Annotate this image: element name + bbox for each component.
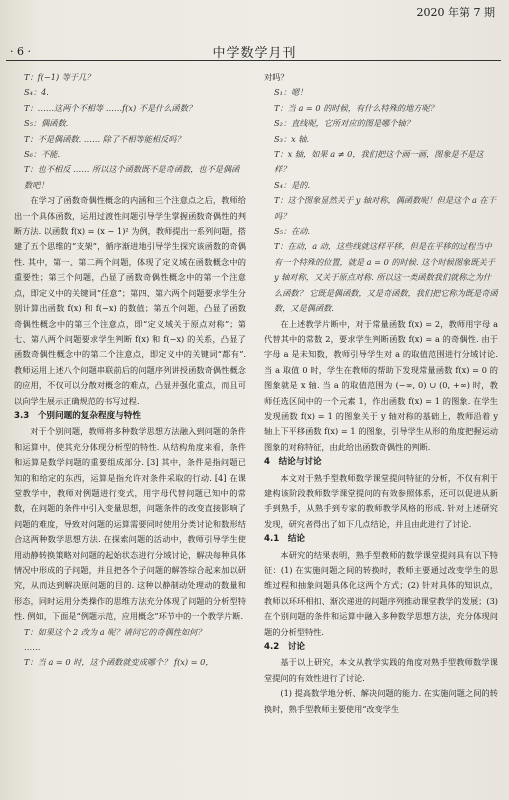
- body-paragraph: (1) 提高数学地分析、解决问题的能力. 在实施问题之间的转换时，熟手型教师主要使用“改变学生: [264, 688, 498, 714]
- dialogue-line: T：当 a = 0 的时候，有什么特殊的地方呢？: [274, 102, 438, 113]
- header-rule: [6, 60, 501, 61]
- dialogue-line: T：不是偶函数. …… 除了不相等能相反吗？: [24, 133, 185, 144]
- body-paragraph: 对于个别问题，教师将多种数学思想方法融入到问题的条件和运算中，使其充分体现分析型的特性. 从结构角度来看，条件和运算是数学问题的重要组成部分. [3] 其中，条件是指问题已知的和给定的东西，运算是指允许对条件采取的行动. [4] 在课堂教学中，教师对例题进行变式，用字母代替问题已知中的常数，在问题的条件中引入变量思想，问题条件的改变直接影响了问题的难度，导致对问题的运算需要同时使用分类讨论和数形结合这两种数学思想方法. 在探索问题的活动中，教师引导学生使用动静转换策略对问题的起始状态进行分域讨论，解决每种具体情况中形成的子问题，并且把各个子问题的解答综合起来加以研究，从而达到解决原问题的目的. 这种以静制动处理动的数量和形态，同时运用分类操作的思维方法充分体现了问题的分析型特性. 例如，下面是“例题示范，应用概念”环节中的一个教学片断.: [14, 426, 246, 622]
- body-paragraph: 在上述教学片断中，对于常量函数 f(x) = 2，教师用字母 a 代替其中的常数 2，要求学生判断函数 f(x) = a 的奇偶性. 由于字母 a 是未知数，教师引导学生对 a 的取值范围进行分域讨论. 当 a 取值 0 时，学生在教师的帮助下发现常量函数 f(x) = 0 的图象就是 x 轴. 当 a 的取值范围为 (−∞, 0) ∪ (0, +∞) 时，教师任选区间中的一个元素 1，作出函数 f(x) = 1 的图象. 在学生发现函数 f(x) = 1 的图象关于 y 轴对称的基础上，教师沿着 y 轴上下平移函数 f(x) = 1 的图象，引导学生从形的角度把握运动图象的对称特征，由此给出函数奇偶性的判断.: [264, 318, 498, 452]
- dialogue-line: S₁：嗯！: [274, 87, 308, 98]
- dialogue-line: ……: [24, 642, 41, 653]
- dialogue-line: T：x 轴，如果 a ≠ 0，我们把这个画一画，图象是不是这样？: [274, 149, 484, 175]
- dialogue-line: S₅：在动.: [274, 226, 311, 237]
- body-paragraph: 基于以上研究，本文从教学实践的角度对熟手型教师数学课堂提问的有效性进行了讨论.: [264, 657, 498, 683]
- dialogue-line: S₃：x 轴.: [274, 133, 310, 144]
- issue-label: 2020 年第 7 期: [416, 6, 495, 19]
- body-paragraph: 本研究的结果表明，熟手型教师的数学课堂提问具有以下特征：(1) 在实施问题之间的转换时，教师主要通过改变学生的思维过程和抽象问题具体化这两个方式；(2) 针对具体的知识点，教师以环环相扣、渐次递进的问题序列推动课堂教学的发展；(3) 在个别问题的条件和运算中融入多种数学思想方法，充分体现问题的分析型特性.: [264, 549, 498, 637]
- dialogue-line: S₄：4.: [24, 87, 49, 98]
- dialogue-line: T：在动，a 动，这些线就这样平移，但是在平移的过程当中有一个特殊的位置，就是 a = 0 的时候. 这个时候图象既关于 y 轴对称，又关于原点对称. 所以这一类函数我们就称之为什么函数？ 它既是偶函数，又是奇函数，我们把它称为既是奇函数，又是偶函数.: [274, 241, 498, 314]
- dialogue-line: T：这个图象显然关于 y 轴对称，偶函数呢！但是这个 a 在干吗？: [274, 195, 496, 221]
- body-paragraph: 本文对于熟手型教师数学课堂提问特征的分析，不仅有利于建构该阶段教师数学课堂提问的有效参照体系，还可以促进从新手到熟手，从熟手到专家的教师教学风格的形成. 针对上述研究发现，研究者得出了如下几点结论，并且由此进行了讨论.: [264, 472, 498, 529]
- dialogue-line: T：当 a = 0 时，这个函数就变成哪个？ f(x) = 0，: [24, 657, 214, 668]
- dialogue-line: T：也不相反 …… 所以这个函数既不是奇函数，也不是偶函数吧！: [24, 164, 240, 190]
- dialogue-line: S₆：不能.: [24, 149, 61, 160]
- dialogue-line: T：……这两个不相等 ……f(x) 不是什么函数？: [24, 102, 197, 113]
- dialogue-line: T：f(−1) 等于几？: [24, 72, 95, 82]
- left-column: [14, 70, 246, 671]
- dialogue-line: S₅：偶函数.: [24, 118, 69, 129]
- section-heading: 3.3 个别问题的复杂程度与特性: [14, 410, 141, 421]
- subsection-heading: 4.2 讨论: [264, 642, 306, 653]
- journal-title: 中学数学月刊: [212, 46, 297, 61]
- body-paragraph: 在学习了函数奇偶性概念的内涵和三个注意点之后，教师给出一个具体函数，运用过渡性问题引导学生掌握函数奇偶性的判断方法. 以函数 f(x) = (x − 1)² 为例，教师提出一系列问题，搭建了五个思维的“支架”，循序渐进地引导学生探究该函数的奇偶性. 其中，第一、第二两个问题，体现了定义域在函数概念中的重要性；第三个问题，凸显了函数奇偶性概念中的第一个注意点，即定义中的关键词“任意”；第四、第六两个问题要求学生分别计算出函数 f(x) 和 f(−x) 的数值；第五个问题，凸显了函数奇偶性概念中的第三个注意点，即“定义域关于原点对称”；第七、第八两个问题要求学生判断 f(x) 和 f(−x) 的关系，凸显了函数奇偶性概念中的第二个注意点，即定义中的关键词“都有”. 教师运用上述八个问题串联前后的问题序列讲授函数奇偶性概念的应用，不仅可以分散对概念的难点，凸显并强化重点，而且可以向学生展示正确规范的书写过程.: [14, 195, 246, 406]
- subsection-heading: 4.1 结论: [264, 534, 306, 545]
- dialogue-line: S₂：直线呢，它所对应的图是哪个轴？: [274, 118, 414, 129]
- page-number: · 6 ·: [10, 45, 31, 58]
- section-heading: 4 结论与讨论: [264, 457, 322, 468]
- dialogue-line: S₄：是的.: [274, 179, 311, 190]
- dialogue-continuation: 对吗？: [264, 72, 289, 82]
- dialogue-line: T：如果这个 2 改为 a 呢？请问它的奇偶性如何？: [24, 626, 206, 637]
- right-column: [264, 70, 498, 717]
